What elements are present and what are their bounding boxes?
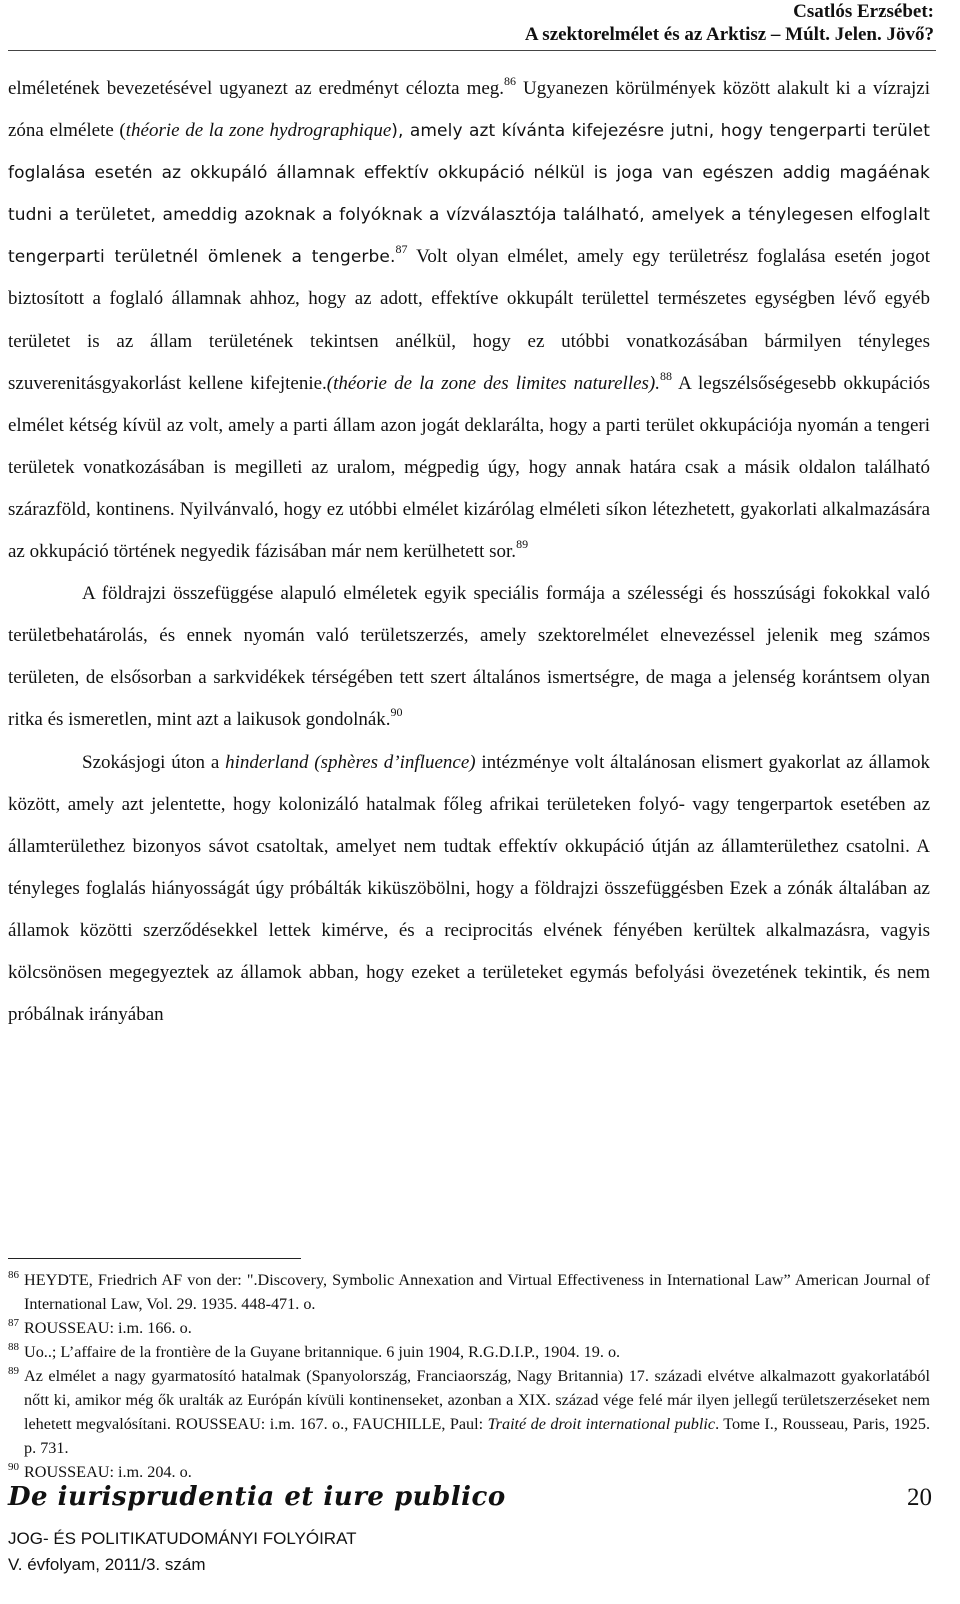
paragraph-3: [8, 742, 930, 1037]
text-run: A földrajzi összefüggése alapuló elméletek egyik speciális formája a szélességi és hosszúsági fokokkal való területbehatárolás, és ennek nyomán való területszerzés, amely szektorelmélet elnevezéssel jelenik meg számos területen, de elsősorban a sarkvidékek térségében tett szert általános ismertségre, de maga a jelenség korántsem olyan ritka és ismeretlen, mint azt a laikusok gondolnák.: [8, 583, 930, 731]
text-run: elméletének bevezetésével ugyanezt az eredményt célozta meg.: [8, 78, 505, 99]
footnote-italic-run: Traité de droit international public: [487, 1415, 716, 1433]
footnote-number: 88: [8, 1341, 19, 1353]
journal-subtitle: JOG- ÉS POLITIKATUDOMÁNYI FOLYÓIRAT: [8, 1529, 357, 1548]
footnote-text: ROUSSEAU: i.m. 166. o.: [24, 1319, 192, 1337]
footnote: [8, 1460, 930, 1484]
footnote: [8, 1316, 930, 1340]
footnote: [8, 1364, 930, 1460]
footnote-ref: 90: [390, 705, 403, 720]
text-run: Ugyanezen körülmények között alakult ki a vízrajzi zóna elmélete (: [8, 78, 930, 142]
footnote-ref: 88: [660, 368, 673, 383]
journal-issue: V. évfolyam, 2011/3. szám: [8, 1555, 206, 1574]
footnote-text-run: . Tome I., Rousseau, Paris, 1925. p. 731.: [24, 1415, 931, 1457]
footnote-text: ROUSSEAU: i.m. 204. o.: [24, 1463, 192, 1481]
footnote-text: HEYDTE, Friedrich AF von der: ".Discovery, Symbolic Annexation and Virtual Effectiveness in International Law” American Journal of International Law, Vol. 29. 1935. 448-471. o.: [24, 1271, 930, 1313]
journal-info: [8, 1526, 357, 1578]
journal-title: De iurisprudentia et iure publico: [8, 1482, 506, 1512]
paragraph-1: [8, 68, 930, 573]
footnote-text: Uo..; L’affaire de la frontière de la Guyane britannique. 6 juin 1904, R.G.D.I.P., 1904. 19. o.: [24, 1343, 621, 1361]
text-run: ), amely azt kívánta kifejezésre jutni, hogy tengerparti terület foglalása esetén az okkupáló államnak effektív okkupáció nélkül is joga van egészen addig magáénak tudni a területet, ameddig azoknak a folyóknak a vízválasztója található, amelyek a ténylegesen elfoglalt tengerparti területnél ömlenek a tengerbe.: [8, 121, 930, 268]
paragraph-2: [8, 573, 930, 741]
italic-run: hinderland (sphères d’influence): [225, 751, 476, 773]
header-title: A szektorelmélet és az Arktisz – Múlt. Jelen. Jövő?: [524, 24, 934, 45]
footnote-text: [24, 1364, 930, 1460]
text-run: A legszélsőségesebb okkupációs elmélet kétség kívül az volt, amely a parti állam azon jogát deklarálta, hogy a parti terület okkupációja nyomán a tengeri területek vonatkozásában is megilleti az uralom, mégpedig úgy, hogy annak határa csak a másik oldalon található szárazföld, kontinens. Nyilvánvaló, hogy ez utóbbi elmélet kizárólag elméleti síkon létezhetett, gyakorlati alkalmazására az okkupáció történek negyedik fázisában már nem kerülhetett sor.: [8, 372, 930, 563]
footnote-number: 86: [8, 1269, 19, 1281]
footnote-number: 87: [8, 1317, 19, 1329]
footnote-ref: 86: [504, 74, 517, 88]
footnotes: [8, 1268, 930, 1484]
footnote-ref: 87: [395, 242, 408, 257]
footnote: [8, 1340, 930, 1364]
italic-run: (théorie de la zone des limites naturelles).: [326, 372, 661, 394]
footnote: [8, 1268, 930, 1316]
header-divider: [8, 50, 936, 51]
text-run: intézménye volt általánosan elismert gyakorlat az államok között, amely azt jelentette, hogy kolonizáló hatalmak főleg afrikai területeken folyó- vagy tengerpartok esetében az államterülethez bizonyos sávot csatoltak, amelyet nem tudtak effektív okkupáció útján az államterülethez csatolni. A tényleges foglalás hiányosságát úgy próbálták kiküszöbölni, hogy a földrajzi összefüggésben Ezek a zónák általában az államok közötti szerződésekkel lettek kimérve, és a reciprocitás elvének fényében kerültek alkalmazásra, vagyis kölcsönösen megegyeztek az államok abban, hogy ezeket a területeket egymás befolyási övezetének tekintik, és nem próbálnak irányában: [8, 751, 930, 1026]
running-header: [525, 0, 934, 46]
footnote-ref: 89: [516, 537, 529, 552]
body-text: [8, 68, 930, 1036]
header-author: Csatlós Erzsébet:: [793, 1, 934, 22]
footnote-number: 90: [8, 1461, 19, 1473]
text-run: Szokásjogi úton a: [82, 751, 226, 773]
footnote-divider: [8, 1258, 301, 1259]
page-number: 20: [907, 1484, 932, 1511]
italic-run: théorie de la zone hydrographique: [125, 120, 392, 142]
footnote-number: 89: [8, 1365, 19, 1377]
footnote-text-run: Az elmélet a nagy gyarmatosító hatalmak (Spanyolország, Franciaország, Nagy Britannia) 17. századi elvétve alkalmazott gyakorlatából nőtt ki, amikor még ők uralták az Európán kívüli kontinenseket, azonban a XIX. század vége felé már ilyen jellegű területszerzéseket nem lehetett megvalósítani. ROUSSEAU: i.m. 167. o., FAUCHILLE, Paul:: [24, 1367, 930, 1433]
text-run: Volt olyan elmélet, amely egy területrész foglalása esetén jogot biztosított a foglaló államnak ahhoz, hogy az adott, effektíve okkupált területtel természetes egységben lévő egyéb területet is az állam területének tekintsen anélkül, hogy ez utóbbi vonatkozásában bármilyen tényleges szuverenitásgyakorlást kellene kifejtenie.: [8, 246, 930, 394]
